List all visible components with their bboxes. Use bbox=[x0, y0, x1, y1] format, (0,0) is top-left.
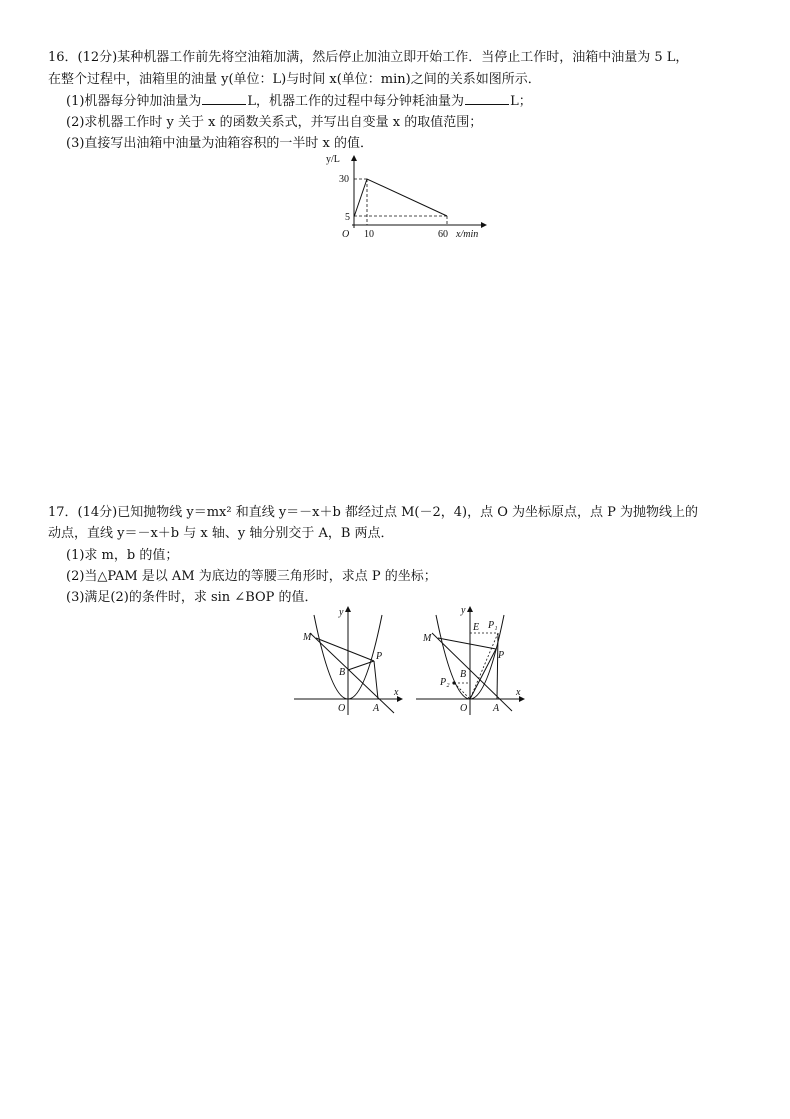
fig16-origin: O bbox=[342, 229, 350, 240]
figure-16-graph bbox=[320, 148, 495, 243]
fig17a-line-MA bbox=[310, 633, 394, 713]
fig17a-label-P: P bbox=[376, 651, 383, 662]
q16-part1-c: L； bbox=[510, 94, 532, 109]
q17-part1: (1)求 m，b 的值； bbox=[66, 548, 179, 563]
fig17b-label-P: P bbox=[498, 650, 505, 661]
fig16-tick-5: 5 bbox=[345, 212, 350, 223]
fig17a-label-B: B bbox=[339, 667, 346, 678]
fig16-tick-60: 60 bbox=[438, 229, 448, 240]
fig17b-label-A: A bbox=[493, 703, 500, 714]
q17-part3: (3)满足(2)的条件时，求 sin ∠BOP 的值． bbox=[66, 590, 318, 605]
answer-blank-2 bbox=[465, 92, 509, 105]
answer-blank-1 bbox=[202, 92, 246, 105]
fig17b-label-M: M bbox=[423, 633, 432, 644]
fig17b-label-y: y bbox=[461, 605, 466, 616]
fig17b-label-E: E bbox=[473, 622, 480, 633]
fig16-graph-line bbox=[354, 179, 447, 217]
q16-part2: (2)求机器工作时 y 关于 x 的函数关系式，并写出自变量 x 的取值范围； bbox=[66, 115, 483, 130]
fig17a-label-A: A bbox=[373, 703, 380, 714]
q17-part2: (2)当△PAM 是以 AM 为底边的等腰三角形时，求点 P 的坐标； bbox=[66, 569, 437, 584]
fig16-xlabel: x/min bbox=[456, 229, 479, 240]
fig17b-segment-P1A bbox=[497, 633, 498, 699]
fig16-tick-30: 30 bbox=[339, 174, 349, 185]
fig16-ylabel: y/L bbox=[326, 154, 340, 165]
fig17a-label-x: x bbox=[394, 687, 399, 698]
figure-17-right bbox=[412, 603, 532, 718]
fig17b-point-P2 bbox=[452, 681, 455, 684]
fig17a-segment-MP bbox=[316, 638, 374, 661]
q16-part1-b: L，机器工作的过程中每分钟耗油量为 bbox=[247, 94, 465, 109]
fig17a-segment-PA bbox=[374, 661, 378, 699]
fig17b-label-P2: P₂ bbox=[440, 677, 450, 688]
q16-line1: 16．(12分)某种机器工作前先将空油箱加满，然后停止加油立即开始工作．当停止工作时，油箱中油量为 5 L， bbox=[48, 50, 689, 65]
q16-part1 bbox=[66, 92, 532, 112]
fig17a-label-M: M bbox=[303, 632, 312, 643]
fig17a-segment-BP bbox=[348, 661, 374, 670]
q16-line2: 在整个过程中，油箱里的油量 y(单位：L)与时间 x(单位：min)之间的关系如图所示． bbox=[48, 72, 541, 87]
fig17b-dash-P1P bbox=[470, 633, 498, 699]
figure-17-left bbox=[290, 603, 410, 718]
q17-line2: 动点，直线 y＝－x＋b 与 x 轴、y 轴分别交于 A，B 两点． bbox=[48, 526, 394, 541]
fig17b-label-B: B bbox=[460, 669, 467, 680]
q16-part3: (3)直接写出油箱中油量为油箱容积的一半时 x 的值． bbox=[66, 136, 374, 151]
fig17b-label-P1: P₁ bbox=[488, 620, 498, 631]
q17-line1: 17．(14分)已知抛物线 y＝mx² 和直线 y＝－x＋b 都经过点 M(－2，4)，点 O 为坐标原点，点 P 为抛物线上的 bbox=[48, 505, 699, 520]
q16-part1-a: (1)机器每分钟加油量为 bbox=[66, 94, 202, 109]
fig17a-label-y: y bbox=[339, 607, 344, 618]
fig17b-label-x: x bbox=[516, 687, 521, 698]
fig17b-label-O: O bbox=[460, 703, 468, 714]
fig16-tick-10: 10 bbox=[364, 229, 374, 240]
fig17a-label-O: O bbox=[338, 703, 346, 714]
